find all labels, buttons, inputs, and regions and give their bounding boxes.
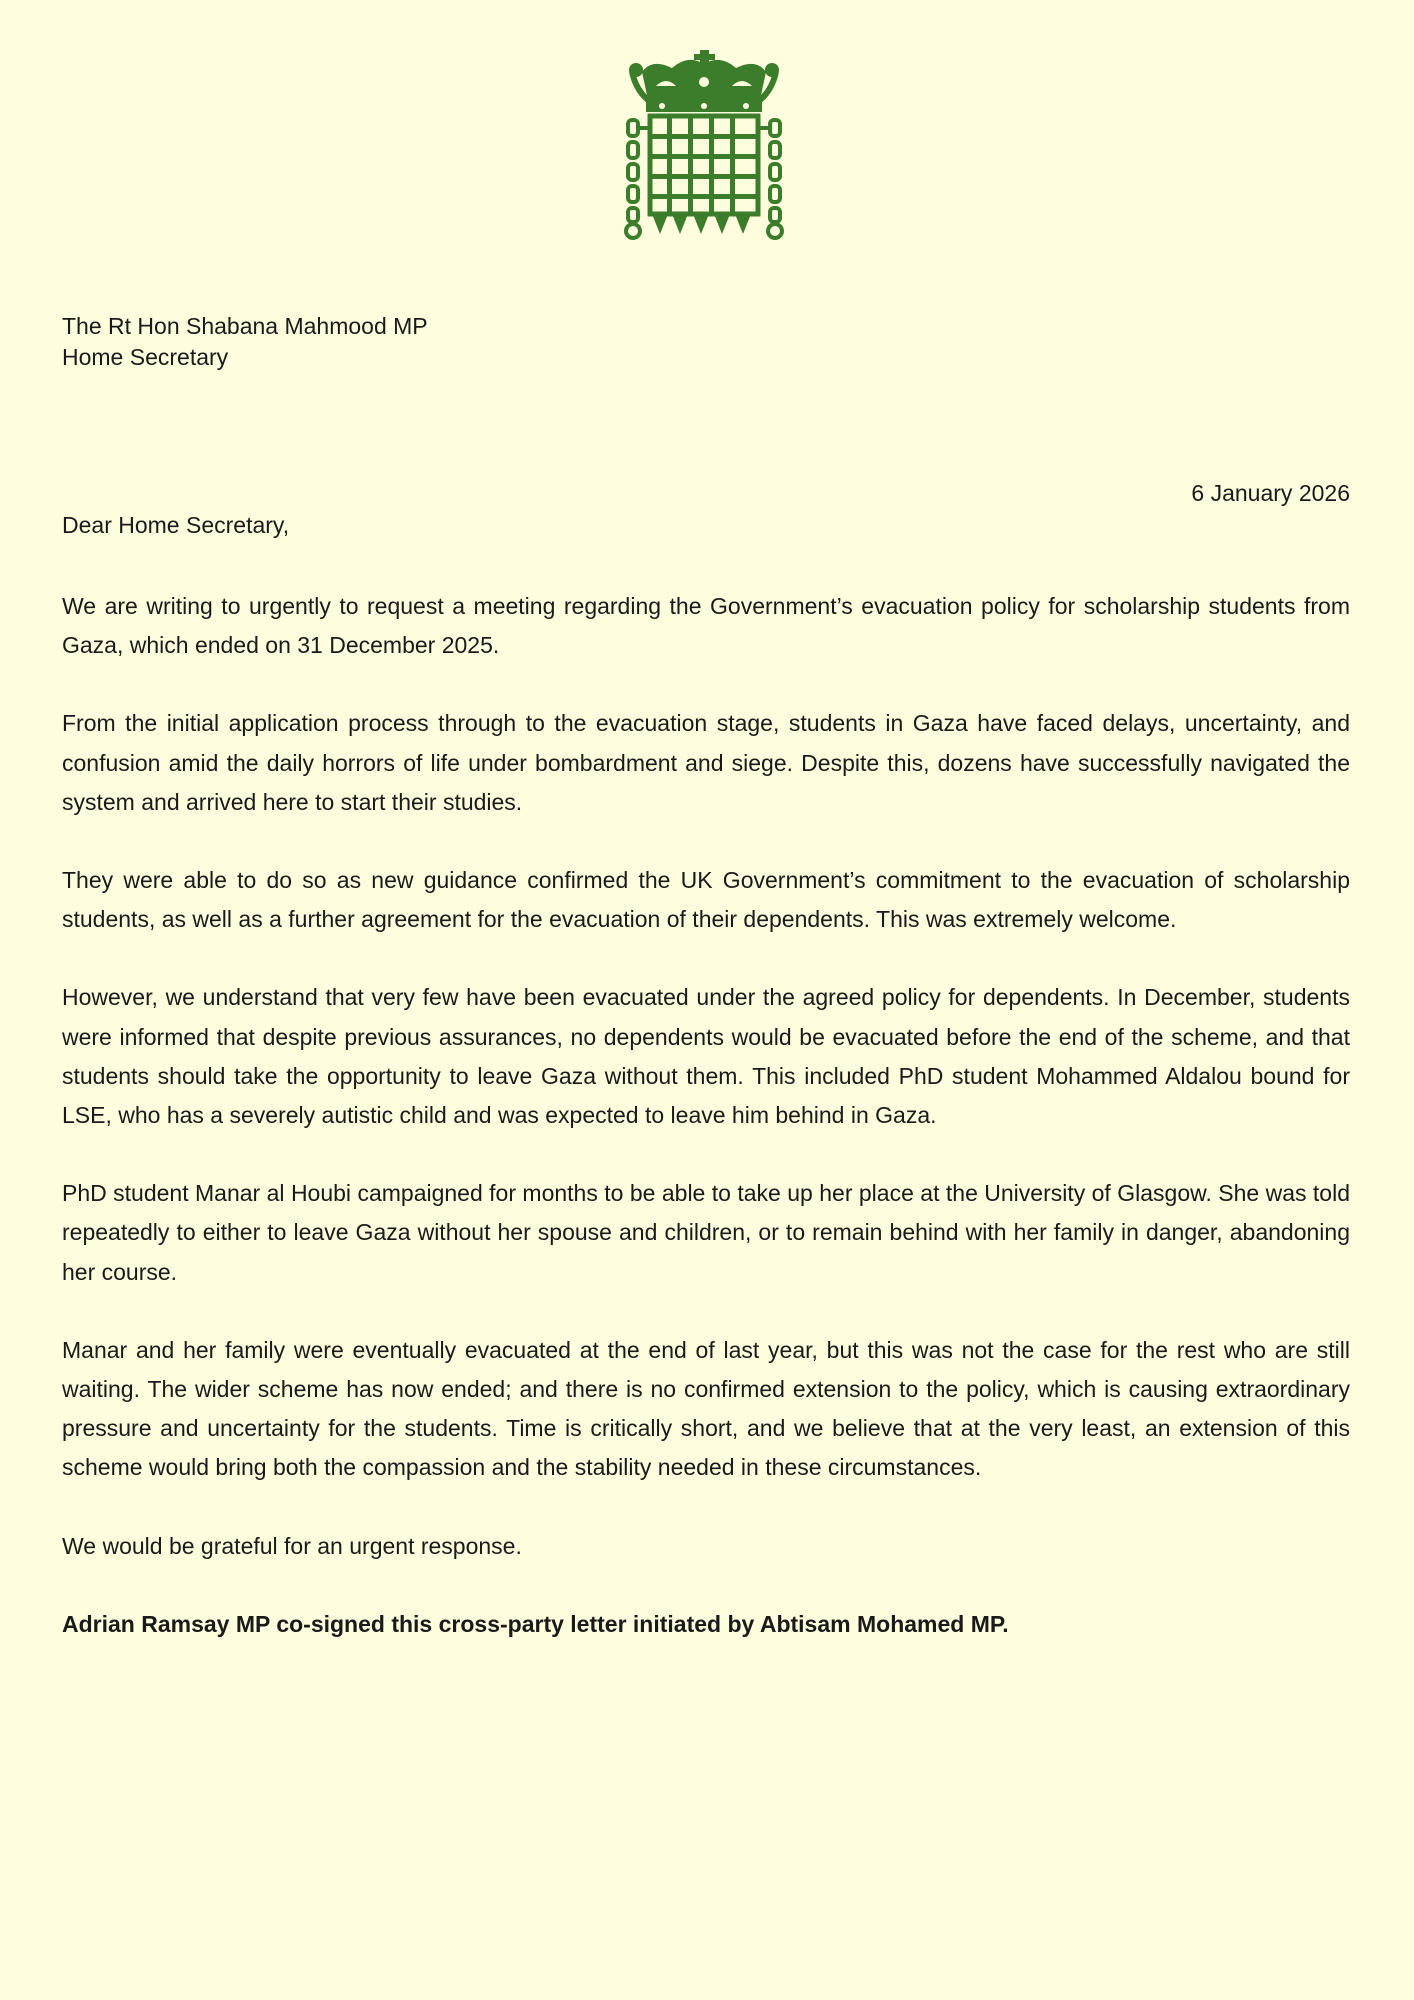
- letter-date: 6 January 2026: [1191, 480, 1350, 506]
- body-paragraph: We are writing to urgently to request a meeting regarding the Government’s evacuation policy for scholarship students from Gaza, which ended on 31 December 2025.: [62, 593, 1350, 659]
- recipient-block: [62, 311, 428, 373]
- body-paragraph: PhD student Manar al Houbi campaigned for months to be able to take up her place at the University of Glasgow. She was told repeatedly to either to leave Gaza without her spouse and children, or to remain behind with her family in danger, abandoning her course.: [62, 1180, 1350, 1285]
- letter-page: [62, 0, 1350, 2000]
- recipient-title: Home Secretary: [62, 344, 229, 370]
- closing-line: We would be grateful for an urgent response.: [62, 1532, 522, 1559]
- signoff-line: Adrian Ramsay MP co-signed this cross-party letter initiated by Abtisam Mohamed MP.: [62, 1610, 1009, 1637]
- salutation: Dear Home Secretary,: [62, 512, 290, 538]
- body-paragraph: However, we understand that very few have been evacuated under the agreed policy for dependents. In December, students were informed that despite previous assurances, no dependents would be evacuated before the end of the scheme, and that students should take the opportunity to leave Gaza without them. This included PhD student Mohammed Aldalou bound for LSE, who has a severely autistic child and was expected to leave him behind in Gaza.: [62, 984, 1350, 1129]
- body-paragraph: From the initial application process through to the evacuation stage, students in Gaza have faced delays, uncertainty, and confusion amid the daily horrors of life under bombardment and siege. Despite this, dozens have successfully navigated the system and arrived here to start their studies.: [62, 710, 1350, 815]
- recipient-name: The Rt Hon Shabana Mahmood MP: [62, 313, 428, 339]
- letter-body: [62, 587, 1350, 1644]
- portcullis-crest-icon: [622, 50, 787, 240]
- body-paragraph: Manar and her family were eventually evacuated at the end of last year, but this was not the case for the rest who are still waiting. The wider scheme has now ended; and there is no confirmed extension to the policy, which is causing extraordinary pressure and uncertainty for the students. Time is critically short, and we believe that at the very least, an extension of this scheme would bring both the compassion and the stability needed in these circumstances.: [62, 1336, 1350, 1481]
- body-paragraph: They were able to do so as new guidance confirmed the UK Government’s commitment to the evacuation of scholarship students, as well as a further agreement for the evacuation of their dependents. This was extremely welcome.: [62, 867, 1350, 933]
